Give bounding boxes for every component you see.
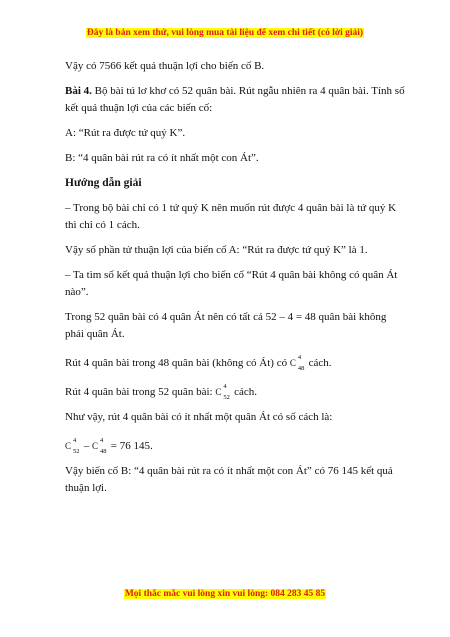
- solution-conclusion: Vậy biến cố B: “4 quân bài rút ra có ít nhất một con Át” có 76 145 kết quả thuận lợi.: [65, 465, 393, 494]
- solution-step-6: Rút 4 quân bài trong 52 quân bài: C 4 52 cách.: [65, 383, 257, 401]
- solution-step-3: – Ta tìm số kết quả thuận lợi cho biến cố “Rút 4 quân bài không có quân Át nào”.: [65, 269, 398, 298]
- exercise-4: [65, 83, 405, 117]
- event-b: B: “4 quân bài rút ra có ít nhất một con Át”.: [65, 152, 259, 164]
- paragraph-result-b: Vậy có 7566 kết quả thuận lợi cho biến cố B.: [65, 60, 265, 72]
- combination-52-4: C 4 52: [215, 383, 230, 401]
- solution-step-5: Rút 4 quân bài trong 48 quân bài (không có Át) có C 4 48 cách.: [65, 354, 332, 372]
- solution-step-4: Trong 52 quân bài có 4 quân Át nên có tất cả 52 – 4 = 48 quân bài không phải quân Át.: [65, 311, 387, 340]
- event-a: A: “Rút ra được tứ quý K”.: [65, 127, 186, 139]
- exercise-text: Bộ bài tú lơ khơ có 52 quân bài. Rút ngẫu nhiên ra 4 quân bài. Tính số kết quả thuận lợi của các biến cố:: [65, 85, 405, 114]
- header-notice: Đây là bản xem thử, vui lòng mua tài liệu để xem chi tiết (có lời giải): [86, 28, 364, 38]
- solution-step-7: Như vậy, rút 4 quân bài có ít nhất một quân Át có số cách là:: [65, 411, 333, 423]
- solution-heading: Hướng dẫn giải: [65, 177, 142, 189]
- combination-48-4: C 4 48: [289, 354, 305, 372]
- document-body: [65, 58, 405, 505]
- solution-step-8: C 4 52 – C 4 48 = 76 145.: [65, 437, 153, 455]
- footer-notice: Mọi thắc mắc vui lòng xin vui lòng: 084 283 45 85: [124, 589, 326, 599]
- exercise-label: Bài 4.: [65, 85, 92, 97]
- combination-48-4-b: C 4 48: [92, 437, 107, 455]
- solution-step-2: Vậy số phần tử thuận lợi của biến cố A: “Rút ra được tứ quý K” là 1.: [65, 244, 368, 256]
- solution-step-1: – Trong bộ bài chỉ có 1 tứ quý K nên muốn rút được 4 quân bài là tứ quý K thì chỉ có 1 cách.: [65, 202, 397, 231]
- combination-52-4-b: C 4 52: [65, 437, 80, 455]
